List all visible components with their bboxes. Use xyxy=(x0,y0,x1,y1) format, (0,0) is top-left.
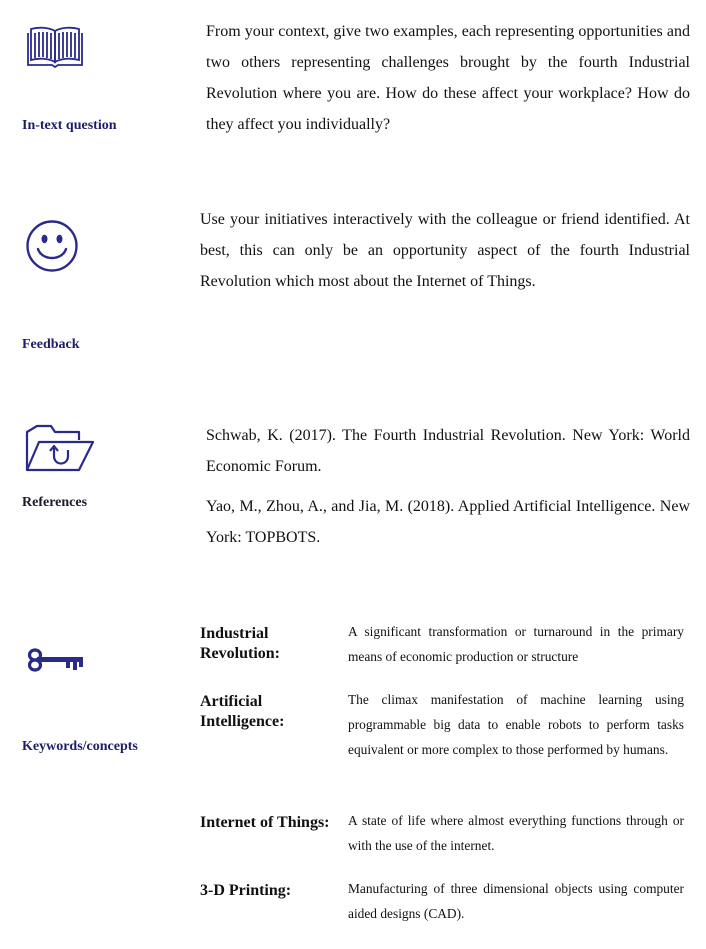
keyword-definition: A significant transformation or turnaround in the primary means of economic production or structure xyxy=(348,624,684,664)
reference-item: Yao, M., Zhou, A., and Jia, M. (2018). Applied Artificial Intelligence. New York: TOPBOTS. xyxy=(206,498,690,546)
intext-question-label: In-text question xyxy=(22,118,117,133)
keyword-definition: A state of life where almost everything functions through or with the use of the internet. xyxy=(348,813,684,853)
keyword-term: 3-D Printing: xyxy=(200,882,292,899)
feedback-label: Feedback xyxy=(22,337,80,352)
reference-item: Schwab, K. (2017). The Fourth Industrial Revolution. New York: World Economic Forum. xyxy=(206,427,690,475)
key-icon xyxy=(27,648,85,672)
feedback-text: Use your initiatives interactively with the colleague or friend identified. At best, this can only be an opportunity aspect of the fourth Industrial Revolution which most about the Internet of Things. xyxy=(200,211,690,290)
keyword-definition: The climax manifestation of machine learning using programmable big data to enable robots to perform tasks equivalent or more complex to those performed by humans. xyxy=(348,692,684,757)
keywords-label: Keywords/concepts xyxy=(22,739,138,754)
keyword-term: Internet of Things: xyxy=(200,814,330,831)
keyword-term: Artificial Intelligence: xyxy=(200,693,285,730)
references-label: References xyxy=(22,495,88,510)
folder-icon xyxy=(23,424,97,474)
open-book-icon xyxy=(26,24,84,68)
keyword-term: Industrial Revolution: xyxy=(200,625,280,662)
intext-question-text: From your context, give two examples, each representing opportunities and two others representing challenges brought by the fourth Industrial Revolution where you are. How do these affect your workplace? How do they affect you individually? xyxy=(206,23,690,133)
smiley-face-icon xyxy=(25,219,79,273)
keyword-definition: Manufacturing of three dimensional objects using computer aided designs (CAD). xyxy=(348,881,684,921)
